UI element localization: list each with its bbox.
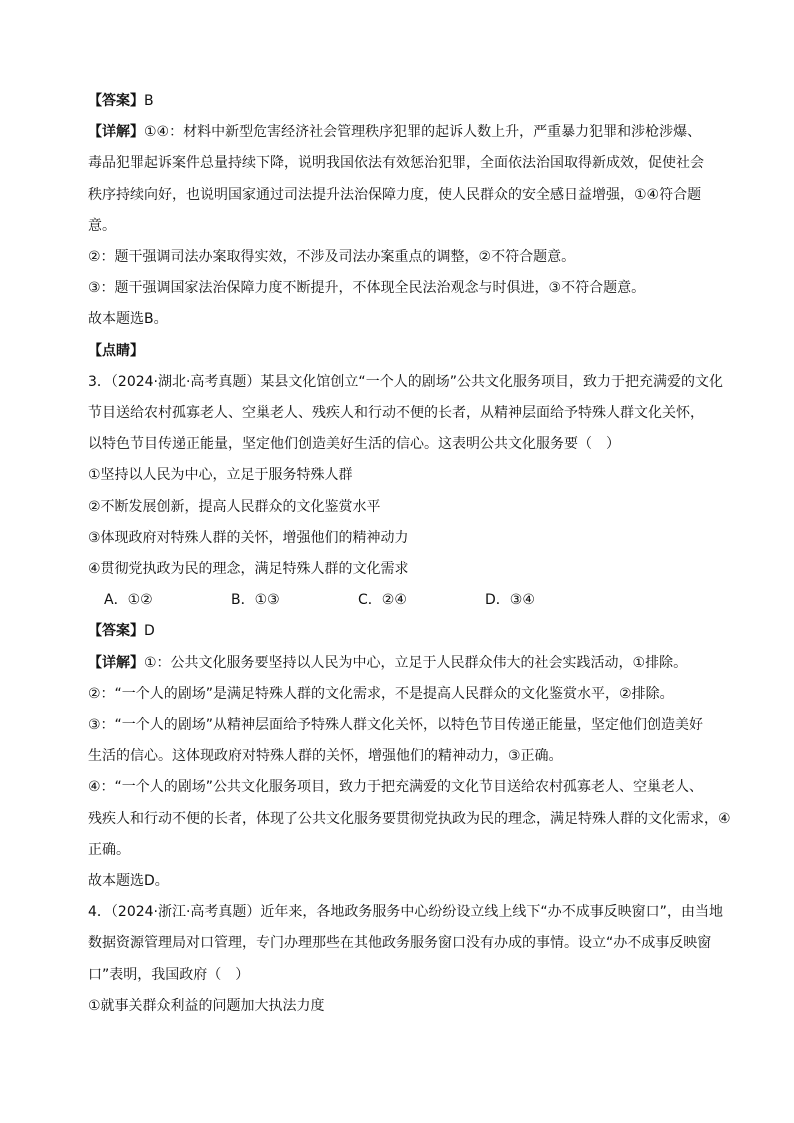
text-line: 生活的信心。这体现政府对特殊人群的关怀，增强他们的精神动力，③正确。: [88, 748, 563, 765]
section-q2-answer: [88, 86, 728, 367]
statement-item: ④贯彻党执政为民的理念，满足特殊人群的文化需求: [88, 561, 409, 578]
text-line: ②：“一个人的剧场”是满足特殊人群的文化需求，不是提高人民群众的文化鉴赏水平，②排除。: [88, 685, 674, 702]
question-line: 数据资源管理局对口管理，专门办理那些在其他政务服务窗口没有办成的事情。设立“办不成事反映窗: [88, 935, 712, 952]
option-d: D．③④: [485, 592, 535, 609]
document-page: [88, 86, 731, 1022]
question-line: 3．（2024·湖北·高考真题）某县文化馆创立“一个人的剧场”公共文化服务项目，致力于把充满爱的文化: [88, 373, 723, 390]
text-line: 残疾人和行动不便的长者，体现了公共文化服务要贯彻党执政为民的理念，满足特殊人群的文化需求，④: [88, 810, 731, 827]
explanation-line: [88, 648, 728, 679]
answer-value: B: [144, 93, 154, 109]
option-b: B．①③: [231, 592, 280, 609]
text-line: ④：“一个人的剧场”公共文化服务项目，致力于把充满爱的文化节目送给农村孤寡老人、空巢老人、: [88, 779, 704, 796]
explanation-line: [88, 117, 728, 148]
comment-label: 【点睛】: [88, 342, 144, 359]
explanation-text: ①④：材料中新型危害经济社会管理秩序犯罪的起诉人数上升，严重暴力犯罪和涉枪涉爆、: [144, 124, 702, 141]
text-line: ③：题干强调国家法治保障力度不断提升，不体现全民法治观念与时俱进，③不符合题意。: [88, 280, 646, 297]
question-line: 以特色节目传递正能量，坚定他们创造美好生活的信心。这表明公共文化服务要（ ）: [88, 436, 620, 453]
question-line: 节目送给农村孤寡老人、空巢老人、残疾人和行动不便的长者，从精神层面给予特殊人群文化关怀，: [88, 405, 704, 422]
section-q3-answer: [88, 616, 731, 1022]
answer-label: 【答案】: [88, 93, 144, 109]
statement-item: ②不断发展创新，提高人民群众的文化鉴赏水平: [88, 498, 381, 515]
answer-options: [88, 585, 728, 616]
text-line: 秩序持续向好，也说明国家通过司法提升法治保障力度，使人民群众的安全感日益增强，①④符合题: [88, 186, 702, 203]
explanation-label: 【详解】: [88, 124, 144, 141]
answer-line: [88, 616, 728, 647]
question-line: 4．（2024·浙江·高考真题）近年来，各地政务服务中心纷纷设立线上线下“办不成事反映窗口”，由当地: [88, 904, 723, 921]
option-a: A．①②: [104, 592, 153, 609]
answer-label: 【答案】: [88, 623, 144, 640]
text-line: ③：“一个人的剧场”从精神层面给予特殊人群文化关怀，以特色节目传递正能量，坚定他们创造美好: [88, 717, 704, 734]
text-line: 故本题选B。: [88, 311, 168, 328]
statement-item: ③体现政府对特殊人群的关怀，增强他们的精神动力: [88, 529, 409, 546]
explanation-text: ①：公共文化服务要坚持以人民为中心，立足于人民群众伟大的社会实践活动，①排除。: [144, 654, 688, 671]
text-line: 故本题选D。: [88, 873, 169, 890]
question-line: 口”表明，我国政府（ ）: [88, 966, 250, 983]
section-q3: [88, 367, 728, 617]
explanation-label: 【详解】: [88, 654, 144, 671]
text-line: 毒品犯罪起诉案件总量持续下降，说明我国依法有效惩治犯罪，全面依法治国取得新成效，促使社会: [88, 155, 704, 172]
statement-item: ①就事关群众利益的问题加大执法力度: [88, 997, 325, 1014]
text-line: 正确。: [88, 841, 130, 858]
answer-line: [88, 86, 728, 117]
answer-value: D: [144, 623, 155, 640]
option-c: C．②④: [358, 592, 407, 609]
statement-item: ①坚持以人民为中心，立足于服务特殊人群: [88, 467, 353, 484]
text-line: ②：题干强调司法办案取得实效，不涉及司法办案重点的调整，②不符合题意。: [88, 249, 576, 266]
text-line: 意。: [88, 217, 116, 234]
